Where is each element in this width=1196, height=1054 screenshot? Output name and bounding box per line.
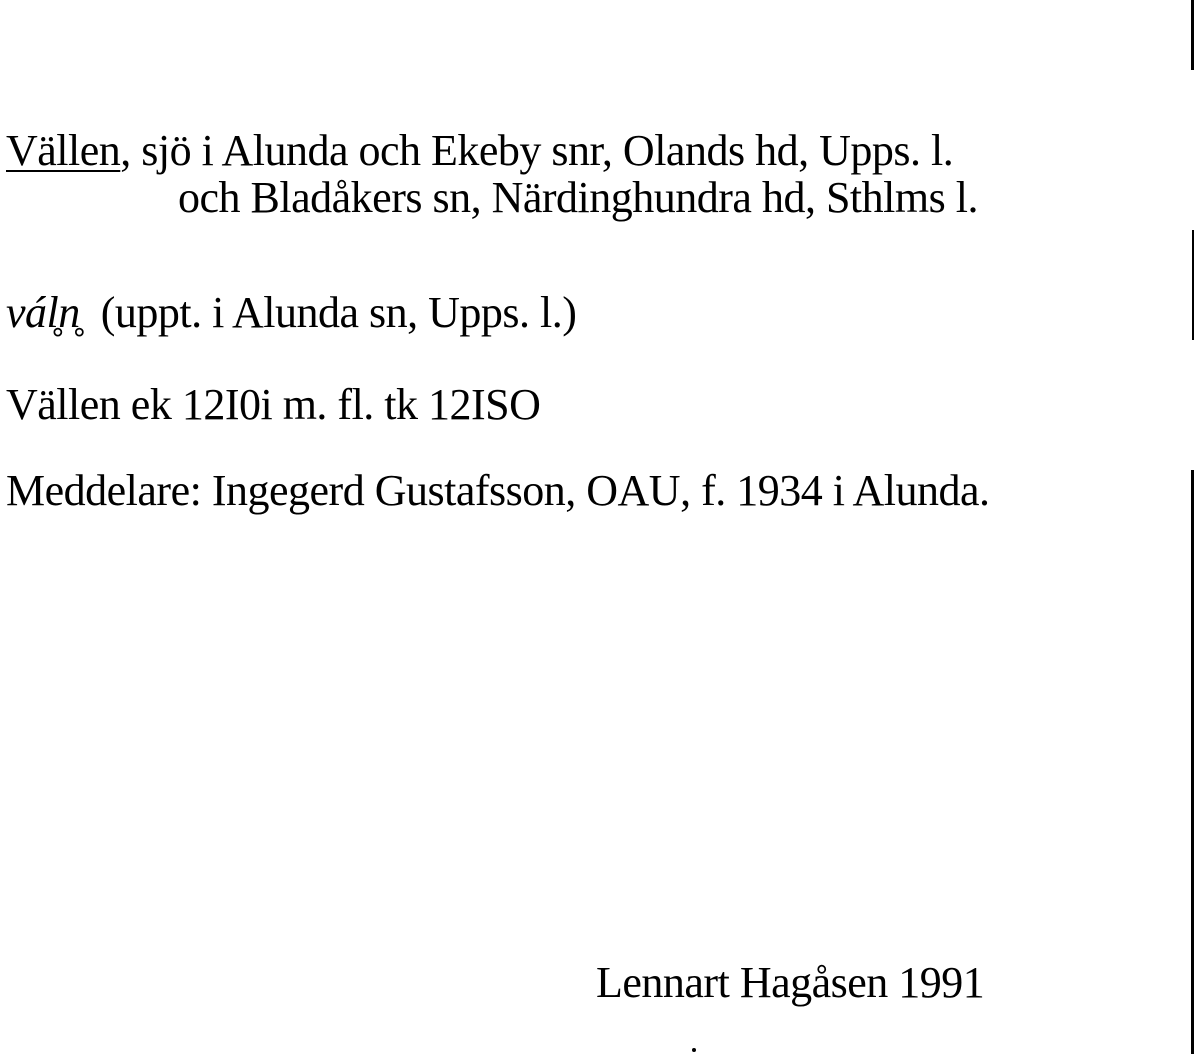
informant-line: Meddelare: Ingegerd Gustafsson, OAU, f. 1934 i Alunda. xyxy=(6,466,990,515)
entry-headword: Vällen xyxy=(6,126,121,175)
entry-line-1 xyxy=(6,126,953,176)
card-edge-mark xyxy=(1191,470,1194,1054)
signature: Lennart Hagåsen 1991 xyxy=(596,958,985,1007)
entry-description-line-1: , sjö i Alunda och Ekeby snr, Olands hd, Upps. l. xyxy=(120,126,954,175)
phonetic-transcription: vál̥n̥ xyxy=(6,288,80,337)
pronunciation-line xyxy=(6,288,576,338)
card-edge-mark xyxy=(1192,230,1194,340)
pronunciation-note: (uppt. i Alunda sn, Upps. l.) xyxy=(100,288,577,337)
map-reference: Vällen ek 12I0i m. fl. tk 12ISO xyxy=(6,380,541,429)
scan-speck xyxy=(692,1048,696,1052)
card-edge-mark xyxy=(1191,0,1194,70)
entry-description-line-2: och Bladåkers sn, Närdinghundra hd, Sthlms l. xyxy=(178,173,978,222)
